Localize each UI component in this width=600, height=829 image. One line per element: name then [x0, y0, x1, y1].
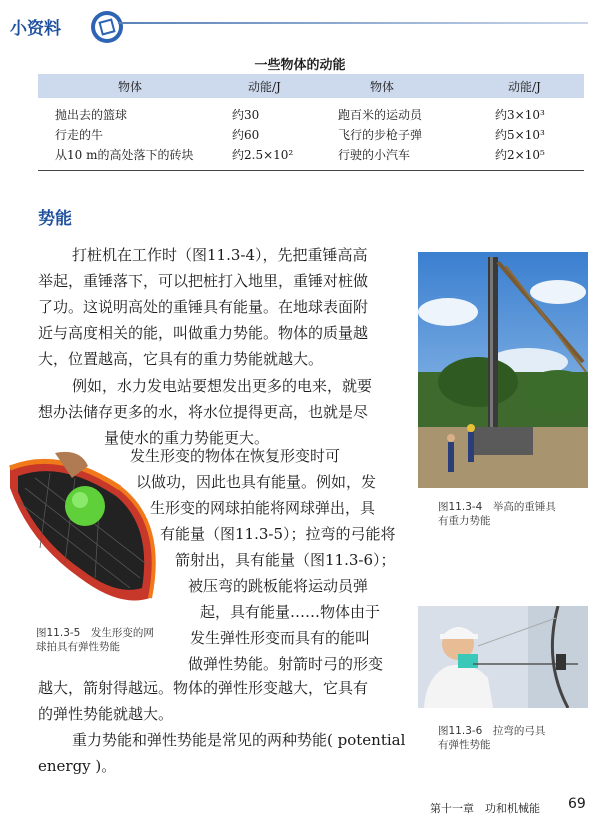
paragraph-line: 近与高度相关的能，叫做重力势能。物体的质量越: [38, 324, 369, 342]
paragraph-line: 发生形变的物体在恢复形变时可: [130, 447, 341, 465]
paragraph-line: 重力势能和弹性势能是常见的两种势能( potential: [72, 731, 406, 749]
figure-caption: 图11.3-5 发生形变的网: [36, 627, 154, 639]
paragraph-line: 想办法储存更多的水，将水位提得更高，也就是尽: [38, 403, 369, 421]
paragraph-line: 例如，水力发电站要想发出更多的电来，就要: [72, 377, 373, 395]
table-cell: 从10 m的高处落下的砖块: [55, 148, 194, 162]
pile-driver-photo: [418, 252, 588, 488]
figure-caption: 球拍具有弹性势能: [36, 641, 120, 653]
paragraph-line: 大，位置越高，它具有的重力势能就越大。: [38, 350, 324, 368]
table-cell: 行走的牛: [55, 128, 104, 142]
figure-caption: 图11.3-6 拉弯的弓具: [438, 725, 546, 737]
paragraph-line: 越大，箭射得越远。物体的弹性形变越大，它具有: [38, 679, 369, 697]
paragraph-line: 起，具有能量……物体由于: [200, 603, 381, 621]
paragraph-line: 生形变的网球拍能将网球弹出，具: [150, 499, 376, 517]
table-header-energy-2: 动能/J: [508, 80, 541, 94]
table-cell: 飞行的步枪子弹: [338, 128, 423, 142]
figure-caption: 图11.3-4 举高的重锤具: [438, 501, 556, 513]
table-cell: 约30: [232, 108, 260, 122]
table-cell: 抛出去的篮球: [55, 108, 128, 122]
table-cell: 跑百米的运动员: [338, 108, 423, 122]
header-rule: [118, 22, 588, 24]
table-header-energy-1: 动能/J: [248, 80, 281, 94]
paragraph-line: 量使水的重力势能更大。: [104, 429, 270, 447]
paragraph-line: 了功。这说明高处的重锤具有能量。在地球表面附: [38, 298, 369, 316]
table-cell: 约3×10³: [495, 108, 545, 122]
table-cell: 约2×10⁵: [495, 148, 545, 162]
tennis-racket-illustration: [0, 448, 168, 614]
table-cell: 约5×10³: [495, 128, 545, 142]
page-number: 69: [568, 796, 586, 812]
table-title: 一些物体的动能: [254, 58, 346, 73]
section-heading: 势能: [38, 209, 72, 229]
paragraph-line: 的弹性势能就越大。: [38, 705, 174, 723]
figure-caption: 有弹性势能: [438, 739, 491, 751]
paragraph-line: 被压弯的跳板能将运动员弹: [188, 577, 369, 595]
paragraph-line: 做弹性势能。射箭时弓的形变: [188, 655, 384, 673]
table-cell: 约2.5×10²: [232, 148, 294, 162]
table-header-object-2: 物体: [370, 80, 395, 94]
table-cell: 行驶的小汽车: [338, 148, 411, 162]
table-header-object-1: 物体: [118, 80, 143, 94]
sidebar-label-title: 小资料: [10, 19, 61, 39]
paragraph-line: 以做功，因此也具有能量。例如，发: [136, 473, 377, 491]
paragraph-line: 发生弹性形变而具有的能叫: [190, 629, 371, 647]
footer-chapter: 第十一章 功和机械能: [430, 802, 540, 815]
paragraph-line: 有能量（图11.3-5）；拉弯的弓能将: [160, 525, 396, 543]
paragraph-line: 举起，重锤落下，可以把桩打入地里，重锤对桩做: [38, 272, 369, 290]
paragraph-line: 箭射出，具有能量（图11.3-6）；: [175, 551, 396, 569]
table-cell: 约60: [232, 128, 260, 142]
figure-caption: 有重力势能: [438, 515, 491, 527]
paragraph-line: energy )。: [38, 757, 117, 775]
paragraph-line: 打桩机在工作时（图11.3-4），先把重锤高高: [72, 246, 368, 264]
archery-photo: [418, 606, 588, 708]
table-bottom-rule: [38, 170, 584, 171]
book-icon: [88, 8, 126, 46]
